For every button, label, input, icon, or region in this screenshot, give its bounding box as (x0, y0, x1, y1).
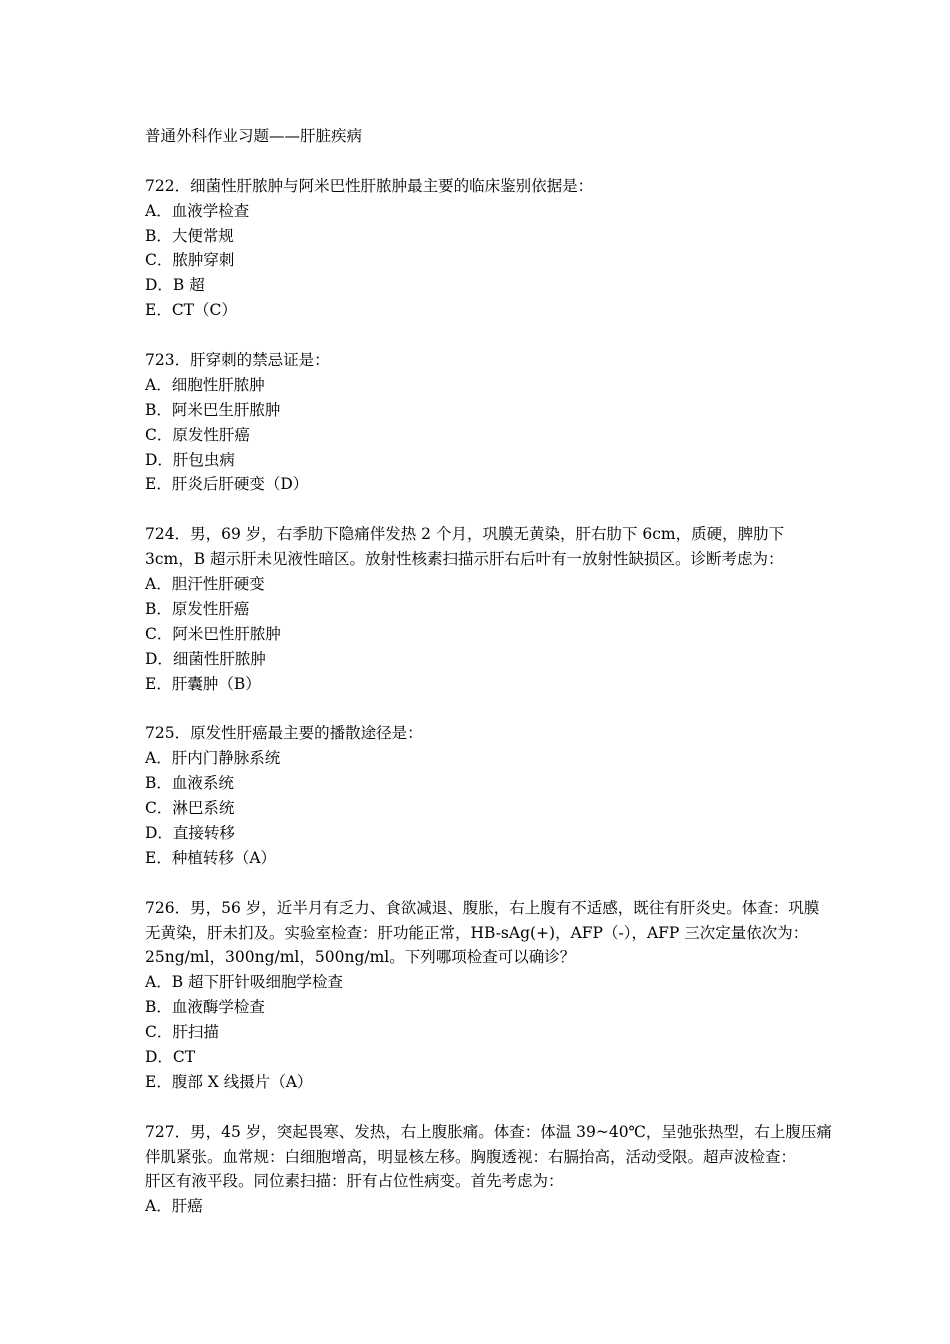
option-c: C．脓肿穿刺 (145, 251, 235, 270)
question-725 (145, 721, 810, 870)
document-page (145, 124, 832, 1244)
option-c: C．淋巴系统 (145, 799, 235, 818)
option-c: C．原发性肝癌 (145, 425, 250, 444)
option-d: D．B 超 (145, 276, 205, 295)
question-stem-line: 724．男，69 岁，右季肋下隐痛伴发热 2 个月，巩膜无黄染，肝右肋下 6cm，质硬，脾肋下 (145, 525, 785, 544)
option-c: C．肝扫描 (145, 1023, 219, 1042)
question-727 (145, 1120, 832, 1220)
option-b: B．原发性肝癌 (145, 599, 250, 618)
option-d: D．细菌性肝脓肿 (145, 649, 266, 668)
option-a: A．肝内门静脉系统 (145, 749, 281, 768)
option-d: D．直接转移 (145, 823, 235, 842)
option-e: E．种植转移（A） (145, 848, 277, 867)
question-stem-line: 肝区有液平段。同位素扫描：肝有占位性病变。首先考虑为： (145, 1172, 564, 1191)
question-stem-line: 伴肌紧张。血常规：白细胞增高，明显核左移。胸腹透视：右膈抬高，活动受限。超声波检查： (145, 1147, 797, 1166)
option-d: D．肝包虫病 (145, 450, 235, 469)
option-b: B．血液酶学检查 (145, 998, 265, 1017)
question-722 (145, 174, 810, 323)
question-stem-line: 3cm，B 超示肝未见液性暗区。放射性核素扫描示肝右后叶有一放射性缺损区。诊断考虑为： (145, 550, 784, 569)
option-e: E．肝囊肿（B） (145, 674, 261, 693)
option-e: E．CT（C） (145, 301, 237, 320)
option-b: B．血液系统 (145, 774, 234, 793)
option-c: C．阿米巴性肝脓肿 (145, 624, 281, 643)
question-stem: 725．原发性肝癌最主要的播散途径是： (145, 724, 423, 743)
question-726 (145, 896, 820, 1095)
option-e: E．腹部 X 线摄片（A） (145, 1072, 313, 1091)
option-a: A．胆汗性肝硬变 (145, 575, 265, 594)
question-stem-line: 727．男，45 岁，突起畏寒、发热，右上腹胀痛。体查：体温 39~40℃，呈弛张热型，右上腹压痛 (145, 1122, 832, 1141)
question-723 (145, 348, 810, 497)
option-b: B．大便常规 (145, 226, 234, 245)
document-title: 普通外科作业习题——肝脏疾病 (145, 127, 363, 145)
question-stem: 722．细菌性肝脓肿与阿米巴性肝脓肿最主要的临床鉴别依据是： (145, 176, 594, 195)
question-stem-line: 726．男，56 岁，近半月有乏力、食欲减退、腹胀，右上腹有不适感，既往有肝炎史。体查：巩膜 (145, 898, 820, 917)
question-stem-line: 25ng/ml，300ng/ml，500ng/ml。下列哪项检查可以确诊？ (145, 948, 576, 967)
question-stem-line: 无黄染，肝未扪及。实验室检查：肝功能正常，HB-sAg(+)，AFP（-），AFP 三次定量依次为： (145, 923, 809, 942)
option-d: D．CT (145, 1047, 196, 1066)
question-stem: 723．肝穿刺的禁忌证是： (145, 351, 330, 370)
option-a: A．细胞性肝脓肿 (145, 375, 265, 394)
option-a: A．肝癌 (145, 1197, 203, 1216)
option-e: E．肝炎后肝硬变（D） (145, 475, 309, 494)
question-724 (145, 522, 810, 696)
option-b: B．阿米巴生肝脓肿 (145, 400, 281, 419)
option-a: A．血液学检查 (145, 201, 250, 220)
option-a: A．B 超下肝针吸细胞学检查 (145, 973, 344, 992)
